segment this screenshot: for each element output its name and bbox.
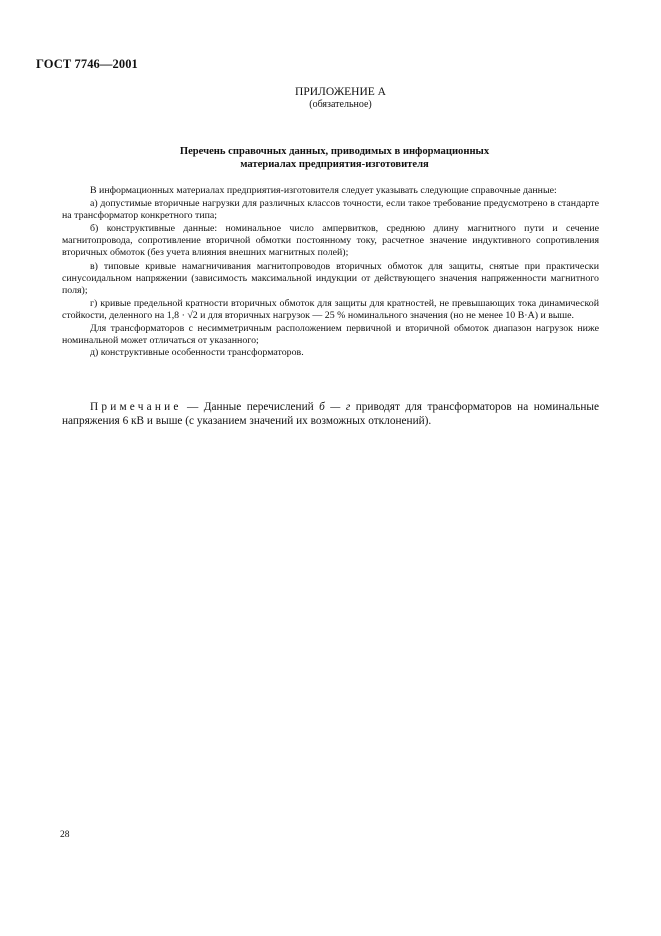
list-item-d: д) конструктивные особенности трансформаторов.	[90, 347, 304, 359]
intro-paragraph: В информационных материалах предприятия-изготовителя следует указывать следующие справочные данные:	[90, 185, 557, 196]
document-title-line-2: материалах предприятия-изготовителя	[240, 159, 429, 170]
list-item-v: в) типовые кривые намагничивания магнитопроводов вторичных обмоток для защиты, снятые при практически синусоидальном напряжении (зависимость максимальной индукции от действующего значения напряженности магнитного поля);	[62, 260, 599, 296]
note-text: приводят для трансформаторов на номинальные напряжения 6 кВ и выше (с указанием значений их возможных отклонений).	[62, 401, 599, 428]
page-number: 28	[60, 830, 70, 840]
document-title	[4, 145, 661, 171]
document-title-line-1: Перечень справочных данных, приводимых в информационных	[179, 146, 490, 157]
appendix-status: (обязательное)	[309, 99, 372, 110]
list-item-b: б) конструктивные данные: номинальное число ампервитков, среднюю длину магнитного пути и сечение магнитопровода, сопротивление вторичной обмотки постоянному току, расчетное значение индуктивного сопротивления вторичных обмоток (без учета влияния внешних магнитных полей);	[62, 223, 599, 259]
note-range: б — г	[319, 401, 351, 413]
note-paragraph	[62, 400, 599, 428]
appendix-title: ПРИЛОЖЕНИЕ А	[295, 86, 386, 98]
note-block	[62, 400, 599, 428]
standard-code: ГОСТ 7746—2001	[36, 57, 138, 71]
asymmetric-note-paragraph: Для трансформаторов с несимметричным расположением первичной и вторичной обмоток диапазон нагрузок ниже номинальной может отличаться от указанного;	[62, 323, 599, 347]
list-item-g: г) кривые предельной кратности вторичных обмоток для защиты для кратностей, не превышающих тока динамической стойкости, деленного на 1,8 · √2 и для вторичных нагрузок — 25 % номинального значения (но не менее 10 В·А) и выше.	[62, 297, 599, 321]
list-item-a: а) допустимые вторичные нагрузки для различных классов точности, если такое требование предусмотрено в стандарте на трансформатор конкретного типа;	[62, 198, 599, 222]
body-text	[62, 185, 599, 359]
note-label: Примечание	[90, 401, 182, 413]
note-dash: — Данные перечислений	[181, 401, 320, 413]
